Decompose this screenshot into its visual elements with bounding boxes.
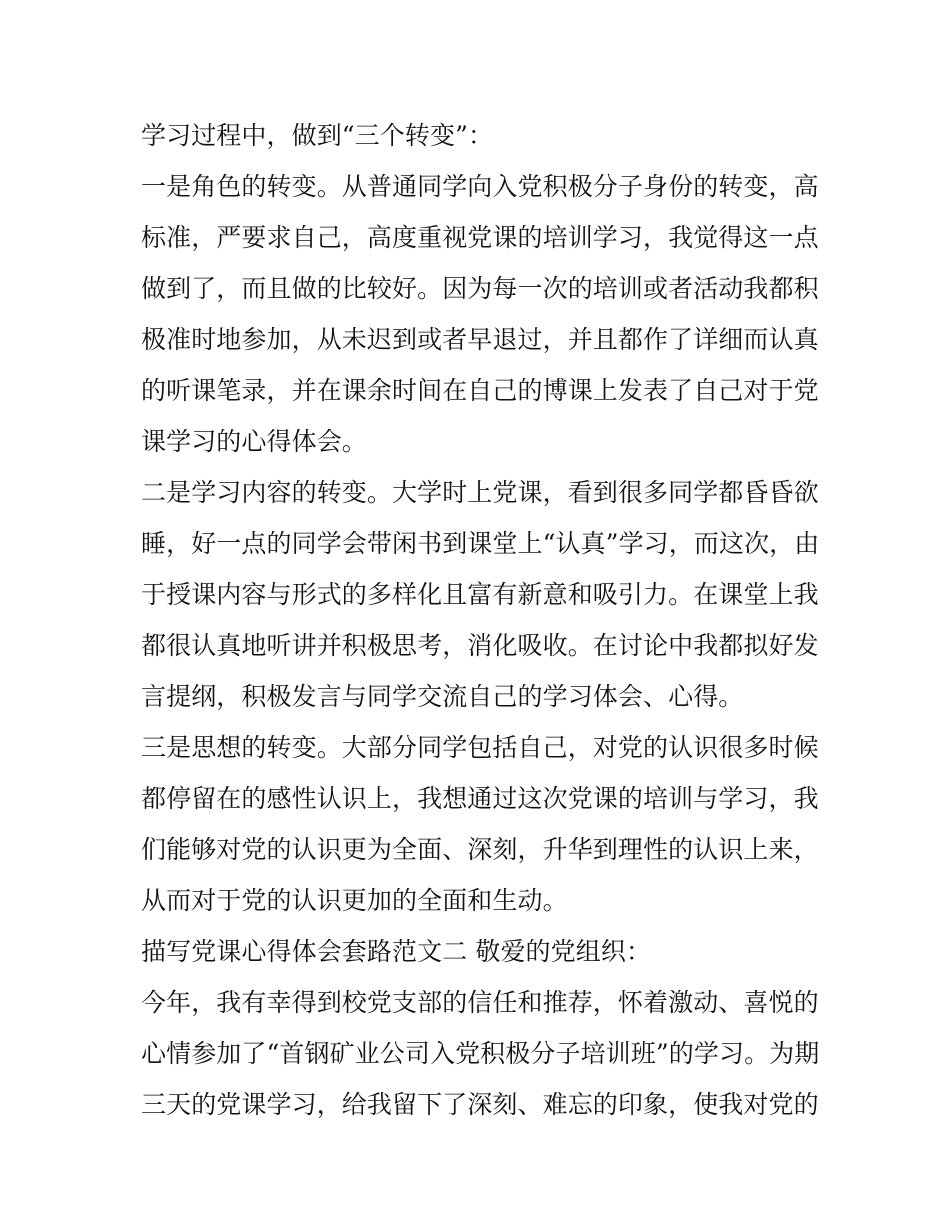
section-heading: 描写党课心得体会套路范文二 敬爱的党组织： xyxy=(141,937,652,966)
text-line: 都停留在的感性认识上，我想通过这次党课的培训与学习，我 xyxy=(141,784,819,813)
text-line: 课学习的心得体会。 xyxy=(141,427,367,456)
text-line: 今年，我有幸得到校党支部的信任和推荐，怀着激动、喜悦的 xyxy=(141,988,819,1017)
text-line: 做到了，而且做的比较好。因为每一次的培训或者活动我都积 xyxy=(141,274,819,303)
text-line: 二是学习内容的转变。大学时上党课，看到很多同学都昏昏欲 xyxy=(141,478,819,507)
text-line: 一是角色的转变。从普通同学向入党积极分子身份的转变，高 xyxy=(141,172,819,201)
text-line: 言提纲，积极发言与同学交流自己的学习体会、心得。 xyxy=(141,682,744,711)
text-line: 从而对于党的认识更加的全面和生动。 xyxy=(141,886,568,915)
text-line: 极准时地参加，从未迟到或者早退过，并且都作了详细而认真 xyxy=(141,325,819,354)
document-body xyxy=(141,110,820,1130)
text-line: 标准，严要求自己，高度重视党课的培训学习，我觉得这一点 xyxy=(141,223,819,252)
text-line: 心情参加了“首钢矿业公司入党积极分子培训班”的学习。为期 xyxy=(141,1039,820,1068)
text-line: 的听课笔录，并在课余时间在自己的博课上发表了自己对于党 xyxy=(141,376,819,405)
text-line: 三是思想的转变。大部分同学包括自己，对党的认识很多时候 xyxy=(141,733,819,762)
text-line: 学习过程中，做到“三个转变”： xyxy=(141,121,494,150)
text-line: 睡，好一点的同学会带闲书到课堂上“认真”学习，而这次，由 xyxy=(141,529,820,558)
text-line: 三天的党课学习，给我留下了深刻、难忘的印象，使我对党的 xyxy=(141,1090,819,1119)
text-line: 们能够对党的认识更为全面、深刻，升华到理性的认识上来， xyxy=(141,835,819,864)
text-line: 都很认真地听讲并积极思考，消化吸收。在讨论中我都拟好发 xyxy=(141,631,819,660)
text-line: 于授课内容与形式的多样化且富有新意和吸引力。在课堂上我 xyxy=(141,580,819,609)
